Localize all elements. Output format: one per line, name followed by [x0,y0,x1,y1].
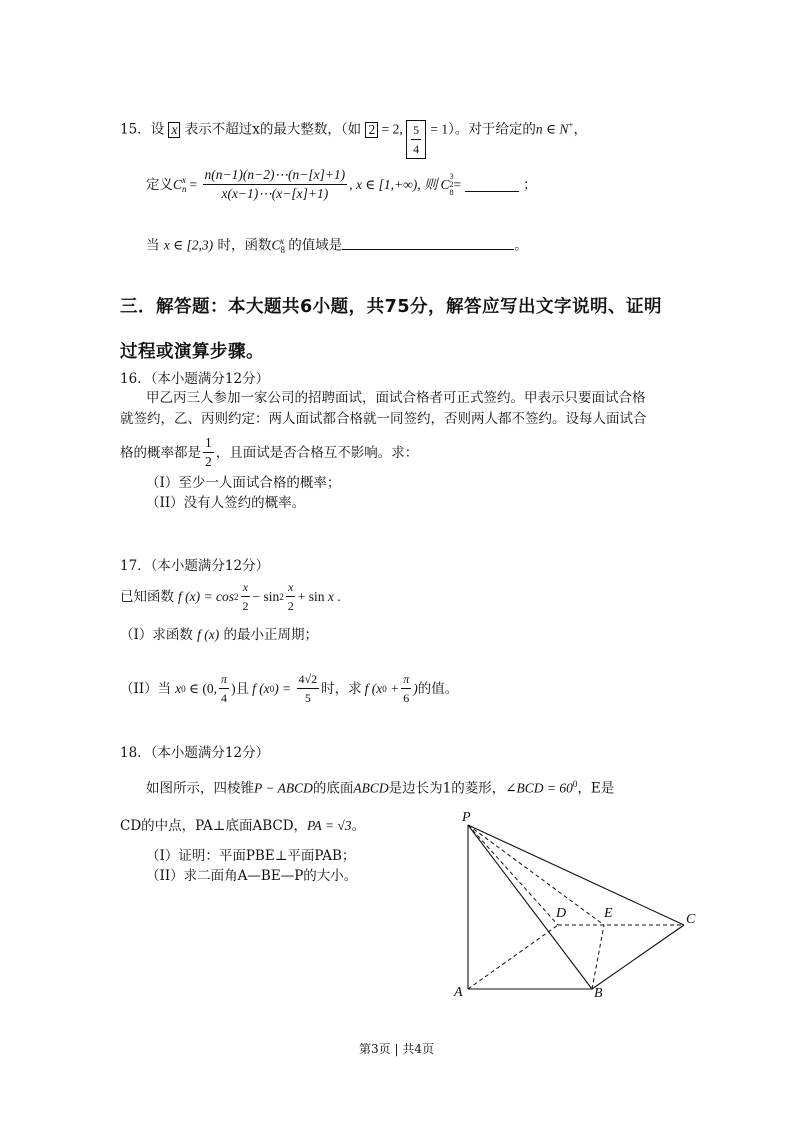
edge-PE [468,825,604,925]
section-heading-cont: 过程或演算步骤。 [120,342,264,362]
q17-part-ii: （II）当 x 0 ∈ (0, $\frac{\pi}{4}$ ) 且 f (x 0 ) = $\frac{4√2}{5}$ 时，求 f (x 0 + $\frac{\pi}{6}$ ) 的值。 [120,672,459,705]
q17-given: 已知函数 f (x) = cos 2 $\frac{x}{2}$ − sin 2 $\frac{x}{2}$ + sin x . [120,580,341,613]
definition-fraction: $\frac{n(n-1)(n-2)\cdots(n-[x]+1)}{x(x-1)\cdots(x-[x]+1)}$ [204,167,346,201]
answer-blank-1 [465,177,519,192]
section-heading: 三．解答题：本大题共6小题，共75分，解答应写出文字说明、证明 [120,297,663,317]
q15-line1: 15．设 x 表示不超过x的最大整数，（如 2 = 2, $\frac{5}{4}$ = 1）。对于给定的n ∈ N+， [120,116,587,159]
q16-p2: 就签约，乙、丙则约定：两人面试都合格就一同签约，否则两人都不签约。设每人面试合 [120,411,647,427]
label-B: B [594,986,603,1001]
q16-part-ii: （II）没有人签约的概率。 [146,495,306,511]
q16-title: 16．（本小题满分12分） [120,371,270,387]
label-P: P [462,810,471,825]
q16-p3: 格的概率都是 $\frac{1}{2}$ ，且面试是否合格互不影响。求： [120,435,419,469]
q15-definition: 定义 C x n = $\frac{n(n-1)(n-2)\cdots(n-[x]+1)}{x(x-1)\cdots(x-[x]+1)}$ , x ∈ [1,+∞), 则 C 3 2 8 = ； [146,167,537,201]
label-C: C [686,912,696,927]
label-D: D [556,906,567,921]
q18-title: 18．（本小题满分12分） [120,745,270,761]
q16-part-i: （I）至少一人面试合格的概率； [146,475,341,491]
page-footer: 第3页 | 共4页 [359,1042,434,1056]
edge-BC [592,925,684,989]
q15-range: 当 x ∈ [2,3) 时，函数$C_8^x$ 的值域是 。 [146,236,528,256]
edge-PC [468,825,684,925]
q18-p1: 如图所示，四棱锥P − ABCD的底面ABCD是边长为1的菱形，∠BCD = $60^0$，E是 [146,779,615,797]
edge-AD [468,925,558,989]
pyramid-figure [440,805,710,1005]
label-E: E [604,906,613,921]
q18-part-ii: （II）求二面角A—BE—P的大小。 [146,868,358,884]
edge-PD [468,825,558,925]
q17-part-i: （I）求函数 f (x) 的最小正周期； [120,627,319,643]
answer-blank-2 [342,235,514,250]
edge-BE [592,925,604,989]
q17-title: 17．（本小题满分12分） [120,558,270,574]
label-A: A [454,985,463,1000]
edge-PB [468,825,592,989]
floor-bracket-frac: $\frac{5}{4}$ [406,120,426,159]
floor-bracket-x: x [168,122,180,138]
q16-p1: 甲乙丙三人参加一家公司的招聘面试，面试合格者可正式签约。甲表示只要面试合格 [146,390,646,406]
q18-part-i: （I）证明：平面PBE⊥平面PAB； [146,848,356,864]
q18-p2: CD的中点，PA⊥底面ABCD，PA = √3。 [120,818,366,834]
